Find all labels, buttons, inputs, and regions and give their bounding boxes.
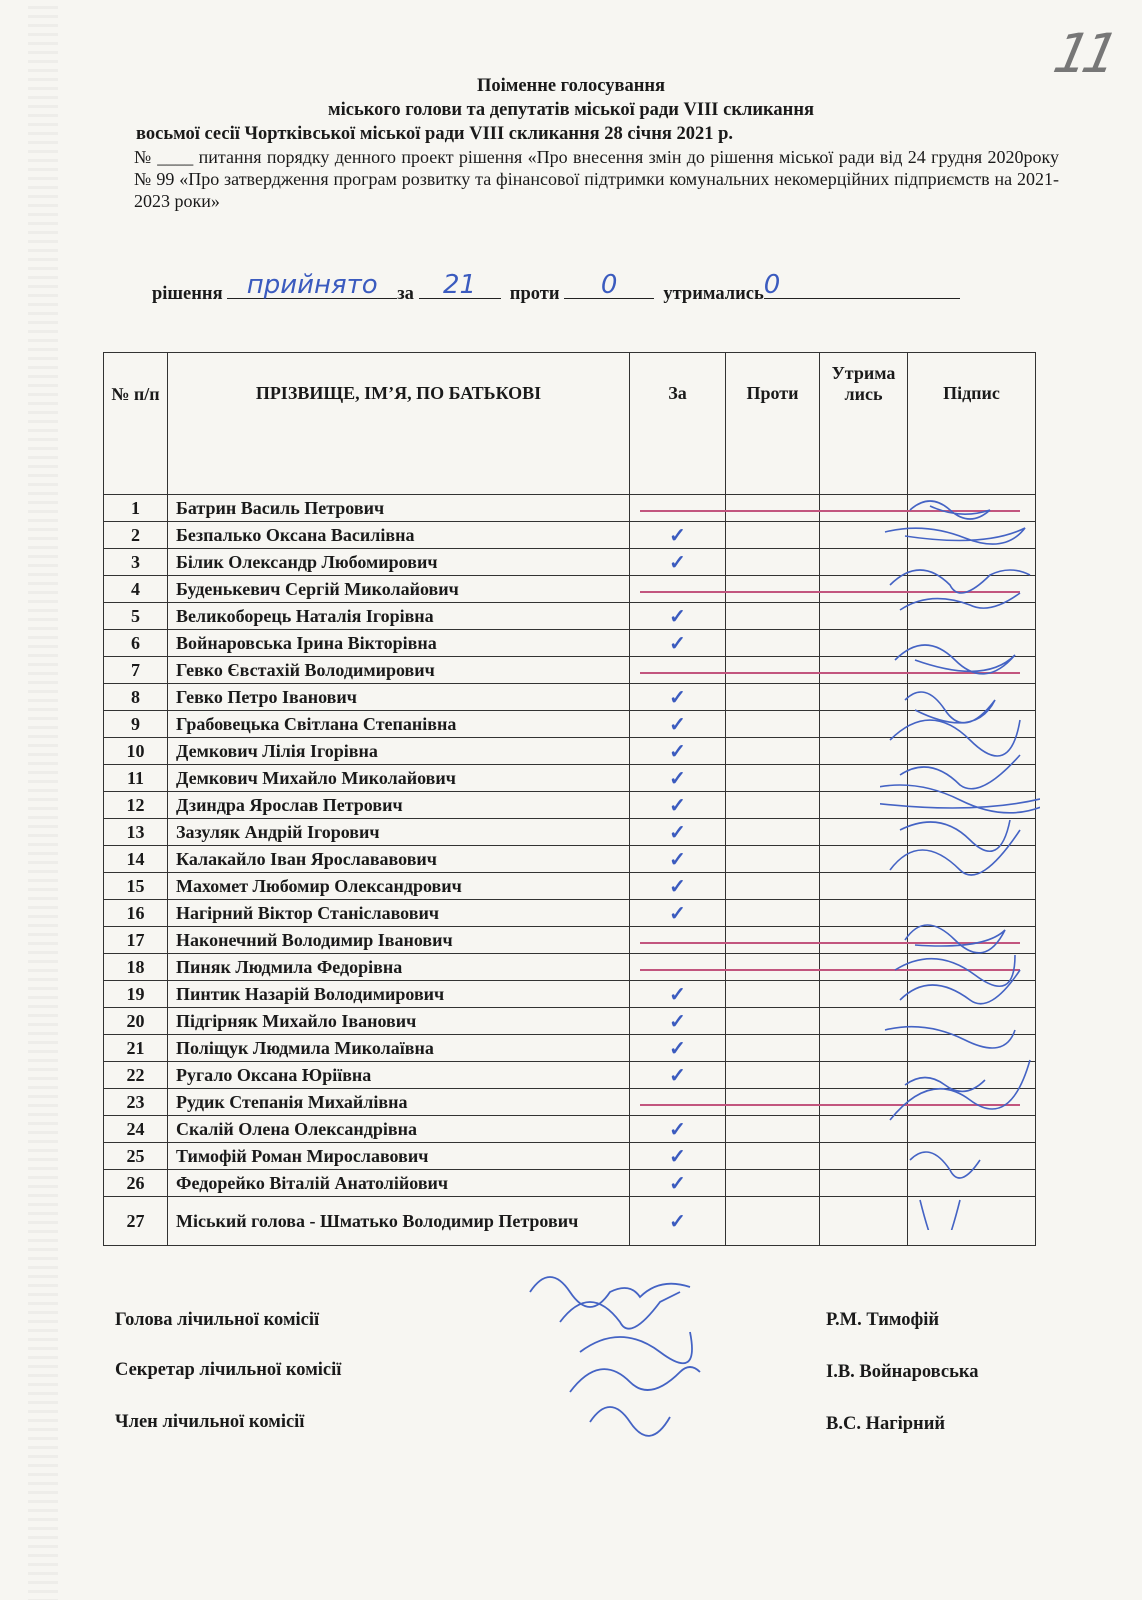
vote-against-cell [726, 576, 820, 603]
handwritten-page-number: 11 [1048, 22, 1119, 85]
vote-against-cell [726, 981, 820, 1008]
deputy-name: Ругало Оксана Юріївна [168, 1062, 630, 1089]
check-mark-icon: ✓ [669, 1010, 686, 1033]
deputy-name: Рудик Степанія Михайлівна [168, 1089, 630, 1116]
header-against: Проти [726, 353, 820, 495]
title-line-1: Поіменне голосування [476, 76, 666, 96]
row-number: 14 [104, 846, 168, 873]
check-mark-icon: ✓ [669, 902, 686, 925]
vote-for-cell [630, 873, 726, 900]
vote-against-cell [726, 549, 820, 576]
against-label: проти [509, 284, 560, 304]
vote-for-cell [630, 846, 726, 873]
vote-against-cell [726, 1197, 820, 1246]
row-number: 12 [104, 792, 168, 819]
vote-against-cell [726, 630, 820, 657]
row-number: 6 [104, 630, 168, 657]
row-number: 1 [104, 495, 168, 522]
commission-signatures [520, 1262, 740, 1442]
row-number: 4 [104, 576, 168, 603]
title-line-3: восьмої сесії Чортківської міської ради VIII скликання 28 січня 2021 р. [136, 124, 734, 144]
vote-for-cell [630, 603, 726, 630]
deputy-name: Наконечний Володимир Іванович [168, 927, 630, 954]
check-mark-icon: ✓ [669, 686, 686, 709]
row-number: 7 [104, 657, 168, 684]
row-number: 22 [104, 1062, 168, 1089]
row-number: 27 [104, 1197, 168, 1246]
vote-for-cell [630, 1062, 726, 1089]
deputy-name: Грабовецька Світлана Степанівна [168, 711, 630, 738]
vote-against-cell [726, 873, 820, 900]
check-mark-icon: ✓ [669, 875, 686, 898]
header-abstained: Утримались [820, 353, 908, 495]
vote-against-cell [726, 900, 820, 927]
header-num: № п/п [104, 353, 168, 495]
vote-for-cell [630, 684, 726, 711]
check-mark-icon: ✓ [669, 713, 686, 736]
deputy-name: Великоборець Наталія Ігорівна [168, 603, 630, 630]
vote-for-cell [630, 981, 726, 1008]
check-mark-icon: ✓ [669, 1118, 686, 1141]
abstained-value: 0 [763, 270, 781, 300]
vote-for-cell [630, 765, 726, 792]
deputy-name: Поліщук Людмила Миколаївна [168, 1035, 630, 1062]
check-mark-icon: ✓ [669, 551, 686, 574]
row-number: 5 [104, 603, 168, 630]
check-mark-icon: ✓ [669, 740, 686, 763]
check-mark-icon: ✓ [669, 1145, 686, 1168]
vote-against-cell [726, 1170, 820, 1197]
check-mark-icon: ✓ [669, 1037, 686, 1060]
row-number: 25 [104, 1143, 168, 1170]
row-number: 26 [104, 1170, 168, 1197]
vote-against-cell [726, 711, 820, 738]
deputy-name: Демкович Лілія Ігорівна [168, 738, 630, 765]
row-number: 21 [104, 1035, 168, 1062]
abstained-field [763, 270, 960, 300]
vote-against-cell [726, 1143, 820, 1170]
header-name: ПРІЗВИЩЕ, ІМ’Я, ПО БАТЬКОВІ [168, 353, 630, 495]
deputy-name: Підгірняк Михайло Іванович [168, 1008, 630, 1035]
check-mark-icon: ✓ [669, 767, 686, 790]
vote-for-cell [630, 549, 726, 576]
vote-against-cell [726, 657, 820, 684]
secretary-label: Секретар лічильної комісії [115, 1360, 342, 1380]
deputy-name: Пинтик Назарій Володимирович [168, 981, 630, 1008]
deputy-name: Демкович Михайло Миколайович [168, 765, 630, 792]
vote-for-cell [630, 1170, 726, 1197]
against-field [564, 270, 654, 300]
decision-field [227, 270, 397, 300]
check-mark-icon: ✓ [669, 1172, 686, 1195]
vote-for-cell [630, 576, 726, 603]
deputy-name: Пиняк Людмила Федорівна [168, 954, 630, 981]
row-number: 15 [104, 873, 168, 900]
vote-for-cell [630, 1089, 726, 1116]
row-number: 11 [104, 765, 168, 792]
deputy-name: Безпалько Оксана Василівна [168, 522, 630, 549]
vote-for-cell [630, 1008, 726, 1035]
row-number: 18 [104, 954, 168, 981]
deputy-name: Махомет Любомир Олександрович [168, 873, 630, 900]
vote-for-cell [630, 954, 726, 981]
deputy-name: Буденькевич Сергій Миколайович [168, 576, 630, 603]
deputy-name: Міський голова - Шматько Володимир Петрович [168, 1197, 630, 1246]
deputy-name: Нагірний Віктор Станіславович [168, 900, 630, 927]
deputy-name: Скалій Олена Олександрівна [168, 1116, 630, 1143]
vote-for-cell [630, 738, 726, 765]
vote-against-cell [726, 738, 820, 765]
deputy-name: Дзиндра Ярослав Петрович [168, 792, 630, 819]
row-number: 17 [104, 927, 168, 954]
row-number: 13 [104, 819, 168, 846]
decision-value: прийнято [246, 270, 378, 300]
decision-summary [152, 270, 960, 305]
vote-for-cell [630, 1116, 726, 1143]
row-number: 2 [104, 522, 168, 549]
chair-name: Р.М. Тимофій [826, 1310, 940, 1330]
vote-for-cell [630, 927, 726, 954]
row-number: 9 [104, 711, 168, 738]
vote-against-cell [726, 819, 820, 846]
vote-against-cell [726, 1116, 820, 1143]
vote-for-cell [630, 657, 726, 684]
scan-edge-artifact [28, 0, 58, 1600]
member-label: Член лічильної комісії [115, 1412, 305, 1432]
row-number: 19 [104, 981, 168, 1008]
deputy-name: Гевко Євстахій Володимирович [168, 657, 630, 684]
row-number: 16 [104, 900, 168, 927]
deputy-name: Гевко Петро Іванович [168, 684, 630, 711]
check-mark-icon: ✓ [669, 605, 686, 628]
vote-for-cell [630, 1143, 726, 1170]
vote-against-cell [726, 954, 820, 981]
for-label: за [397, 284, 414, 304]
check-mark-icon: ✓ [669, 1064, 686, 1087]
row-number: 10 [104, 738, 168, 765]
check-mark-icon: ✓ [669, 524, 686, 547]
row-number: 8 [104, 684, 168, 711]
deputy-name: Федорейко Віталій Анатолійович [168, 1170, 630, 1197]
vote-against-cell [726, 495, 820, 522]
vote-for-cell [630, 495, 726, 522]
check-mark-icon: ✓ [669, 794, 686, 817]
secretary-name: І.В. Войнаровська [826, 1362, 979, 1382]
agenda-item-text: № ____ питання порядку денного проект рішення «Про внесення змін до рішення міської ради від 24 грудня 2020року № 99 «Про затвердження програм розвитку та фінансової підтримки комунальних некомерційних підприємств на 2021-2023 роки» [134, 147, 1059, 211]
deputy-name: Войнаровська Ірина Вікторівна [168, 630, 630, 657]
chair-label: Голова лічильної комісії [115, 1310, 320, 1330]
vote-against-cell [726, 792, 820, 819]
deputy-name: Зазуляк Андрій Ігорович [168, 819, 630, 846]
row-number: 24 [104, 1116, 168, 1143]
row-number: 23 [104, 1089, 168, 1116]
signature-column-scribbles [880, 470, 1040, 1230]
vote-for-cell [630, 819, 726, 846]
check-mark-icon: ✓ [669, 983, 686, 1006]
deputy-name: Калакайло Іван Ярослававович [168, 846, 630, 873]
header-for: За [630, 353, 726, 495]
vote-against-cell [726, 1089, 820, 1116]
vote-against-cell [726, 765, 820, 792]
deputy-name: Батрин Василь Петрович [168, 495, 630, 522]
vote-for-cell [630, 900, 726, 927]
title-line-2: міського голови та депутатів міської ради VIII скликання [328, 100, 814, 120]
check-mark-icon: ✓ [669, 1210, 686, 1233]
row-number: 20 [104, 1008, 168, 1035]
vote-against-cell [726, 1035, 820, 1062]
header-signature: Підпис [908, 353, 1036, 495]
vote-against-cell [726, 1062, 820, 1089]
vote-against-cell [726, 846, 820, 873]
vote-for-cell [630, 711, 726, 738]
check-mark-icon: ✓ [669, 632, 686, 655]
for-field [419, 270, 501, 300]
against-value: 0 [600, 270, 618, 300]
deputy-name: Тимофій Роман Мирославович [168, 1143, 630, 1170]
vote-for-cell [630, 1197, 726, 1246]
check-mark-icon: ✓ [669, 821, 686, 844]
row-number: 3 [104, 549, 168, 576]
vote-for-cell [630, 1035, 726, 1062]
vote-against-cell [726, 603, 820, 630]
vote-for-cell [630, 792, 726, 819]
check-mark-icon: ✓ [669, 848, 686, 871]
deputy-name: Білик Олександр Любомирович [168, 549, 630, 576]
decision-label: рішення [152, 284, 223, 304]
vote-for-cell [630, 522, 726, 549]
vote-against-cell [726, 1008, 820, 1035]
vote-for-cell [630, 630, 726, 657]
member-name: В.С. Нагірний [826, 1414, 946, 1434]
abstained-label: утримались [663, 284, 764, 304]
for-value: 21 [442, 270, 477, 300]
vote-against-cell [726, 522, 820, 549]
vote-against-cell [726, 927, 820, 954]
vote-against-cell [726, 684, 820, 711]
